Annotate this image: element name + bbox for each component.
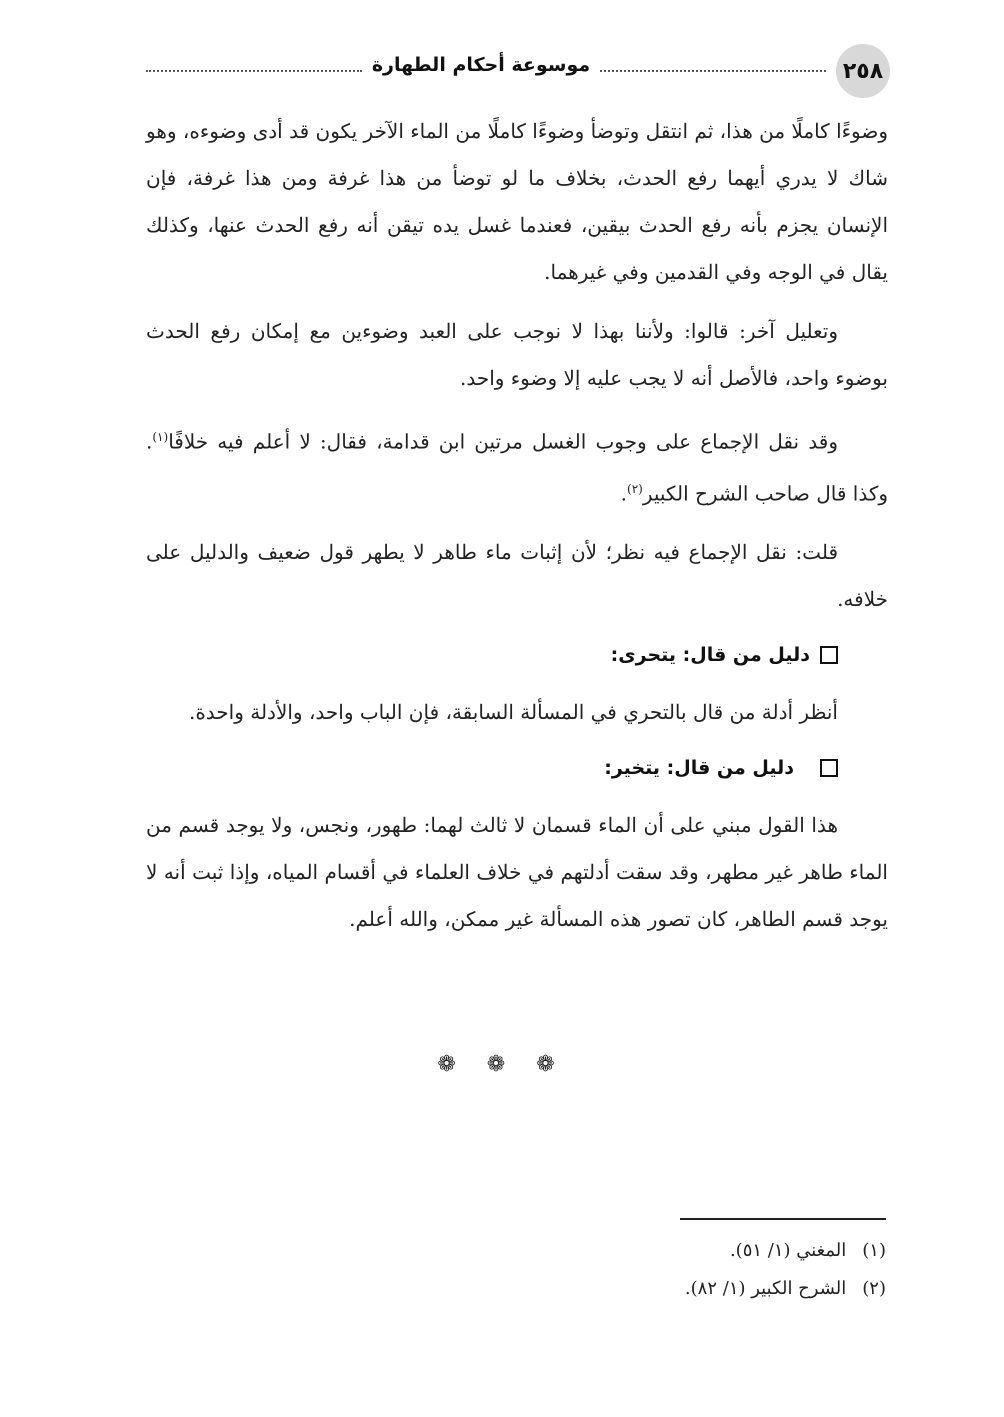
- page-body: [146, 108, 888, 955]
- paragraph-6: هذا القول مبني على أن الماء قسمان لا ثالث لهما: طهور، ونجس، ولا يوجد قسم من الماء طاهر غير مطهر، وقد سقت أدلتهم في خلاف العلماء في أقسام المياه، وإذا ثبت أنه لا يوجد قسم الطاهر، كان تصور هذه المسألة غير ممكن، والله أعلم.: [146, 813, 888, 932]
- footnotes: [146, 1232, 886, 1308]
- page-number: ٢٥٨: [842, 58, 884, 84]
- paragraph-5: أنظر أدلة من قال بالتحري في المسألة السابقة، فإن الباب واحد، والأدلة واحدة.: [188, 700, 838, 725]
- header-rule-left: [146, 70, 362, 72]
- footnote-2-text: الشرح الكبير (١/ ٨٢).: [684, 1278, 847, 1299]
- paragraph-1: وضوءًا كاملًا من هذا، ثم انتقل وتوضأ وضوءًا كاملًا من الماء الآخر يكون قد أدى وضوءه، وهو شاك لا يدري أيهما رفع الحدث، بخلاف ما لو توضأ من هذا غرفة ومن هذا غرفة، فإن الإنسان يجزم بأنه رفع الحدث بيقين، فعندما غسل يده تيقن أنه رفع الحدث عنها، وكذلك يقال في الوجه وفي القدمين وفي غيرهما.: [146, 119, 888, 284]
- footnote-separator: [680, 1218, 886, 1220]
- paragraph-4: قلت: نقل الإجماع فيه نظر؛ لأن إثبات ماء طاهر لا يطهر قول ضعيف والدليل على خلافه.: [146, 540, 888, 612]
- page-number-badge: [836, 44, 890, 98]
- footnote-1: [146, 1232, 886, 1270]
- paragraph-3-text-c: .: [620, 481, 627, 506]
- footnote-ref-2: (٢): [627, 481, 643, 496]
- section-heading-takhayyur: [146, 748, 838, 788]
- footnote-ref-1: (١): [152, 430, 169, 444]
- footnote-2-number: (٢): [862, 1278, 886, 1299]
- section-end-ornament: ❁ ❁ ❁: [437, 1052, 567, 1077]
- section-heading-tahari-text: دليل من قال: يتحرى:: [610, 644, 810, 667]
- paragraph-3: [146, 414, 888, 517]
- footnote-2: [146, 1270, 886, 1308]
- running-title: موسوعة أحكام الطهارة: [371, 54, 591, 76]
- paragraph-3-text-b: . وكذا قال صاحب الشرح الكبير: [146, 429, 888, 506]
- checkbox-icon: [820, 646, 838, 664]
- section-heading-tahari: [146, 635, 838, 675]
- footnote-1-text: المغني (١/ ٥١).: [729, 1240, 847, 1261]
- section-heading-takhayyur-text: دليل من قال: يتخير:: [604, 757, 794, 780]
- paragraph-3-text-a: وقد نقل الإجماع على وجوب الغسل مرتين ابن قدامة، فقال: لا أعلم فيه خلافًا: [168, 429, 838, 454]
- checkbox-icon: [820, 759, 838, 777]
- header-rule-right: [600, 70, 826, 72]
- paragraph-2: وتعليل آخر: قالوا: ولأننا بهذا لا نوجب على العبد وضوءين مع إمكان رفع الحدث بوضوء واحد، فالأصل أنه لا يجب عليه إلا وضوء واحد.: [146, 319, 888, 390]
- footnote-1-number: (١): [862, 1240, 886, 1261]
